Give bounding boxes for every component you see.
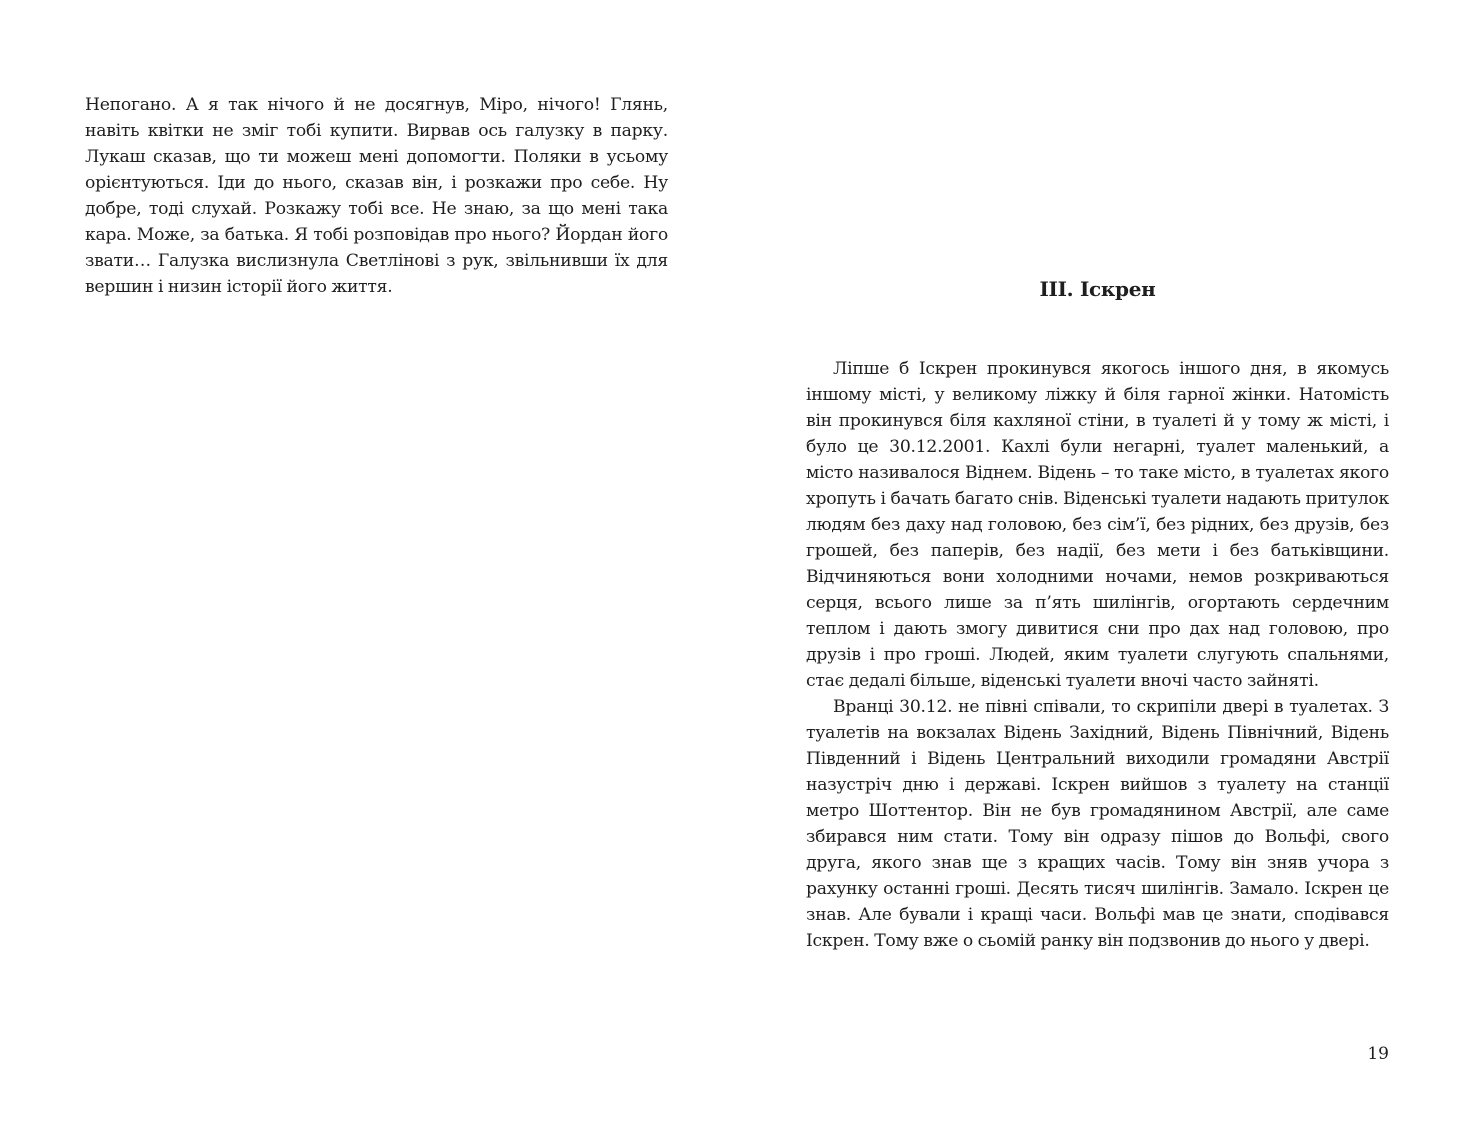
right-page xyxy=(737,0,1474,1134)
left-paragraph: Непогано. А я так нічого й не досягнув, Міро, нічого! Глянь, навіть квітки не зміг тобі купити. Вирвав ось галузку в парку. Лукаш сказав, що ти можеш мені допомогти. Поляки в усьому орієнтуються. Іди до нього, сказав він, і розкажи про себе. Ну добре, тоді слухай. Розкажу тобі все. Не знаю, за що мені така кара. Може, за батька. Я тобі розповідав про нього? Йордан його звати… Галузка вислизнула Светлінові з рук, звільнивши їх для вершин і низин історії його життя. xyxy=(85,95,668,297)
page-number: 19 xyxy=(1367,1044,1389,1064)
right-page-text xyxy=(806,356,1389,954)
right-paragraph-2: Вранці 30.12. не півні співали, то скрипіли двері в туалетах. З туалетів на вокзалах Відень Західний, Відень Північний, Відень Південний і Відень Центральний виходили громадяни Австрії назустріч дню і державі. Іскрен вийшов з туалету на станції метро Шоттентор. Він не був громадянином Австрії, але саме збирався ним стати. Тому він одразу пішов до Вольфі, свого друга, якого знав ще з кращих часів. Тому він зняв учора з рахунку останні гроші. Десять тисяч шилінгів. Замало. Іскрен це знав. Але бували і кращі часи. Вольфі мав це знати, сподівався Іскрен. Тому вже о сьомій ранку він подзвонив до нього у двері. xyxy=(806,697,1389,951)
left-page-text xyxy=(85,92,668,300)
right-paragraph-1: Ліпше б Іскрен прокинувся якогось іншого дня, в якомусь іншому місті, у великому ліжку й біля гарної жінки. Натомість він прокинувся біля кахляної стіни, в туалеті й у тому ж місті, і було це 30.12.2001. Кахлі були негарні, туалет маленький, а місто називалося Віднем. Відень – то таке місто, в туалетах якого хропуть і бачать багато снів. Віденські туалети надають притулок людям без даху над головою, без сім’ї, без рідних, без друзів, без грошей, без паперів, без надії, без мети і без батьківщини. Відчиняються вони холодними ночами, немов розкриваються серця, всього лише за п’ять шилінгів, огортають сердечним теплом і дають змогу дивитися сни про дах над головою, про друзів і про гроші. Людей, яким туалети слугують спальнями, стає дедалі більше, віденські туалети вночі часто зайняті. xyxy=(806,359,1389,691)
chapter-title: ІІІ. Іскрен xyxy=(1039,277,1156,301)
